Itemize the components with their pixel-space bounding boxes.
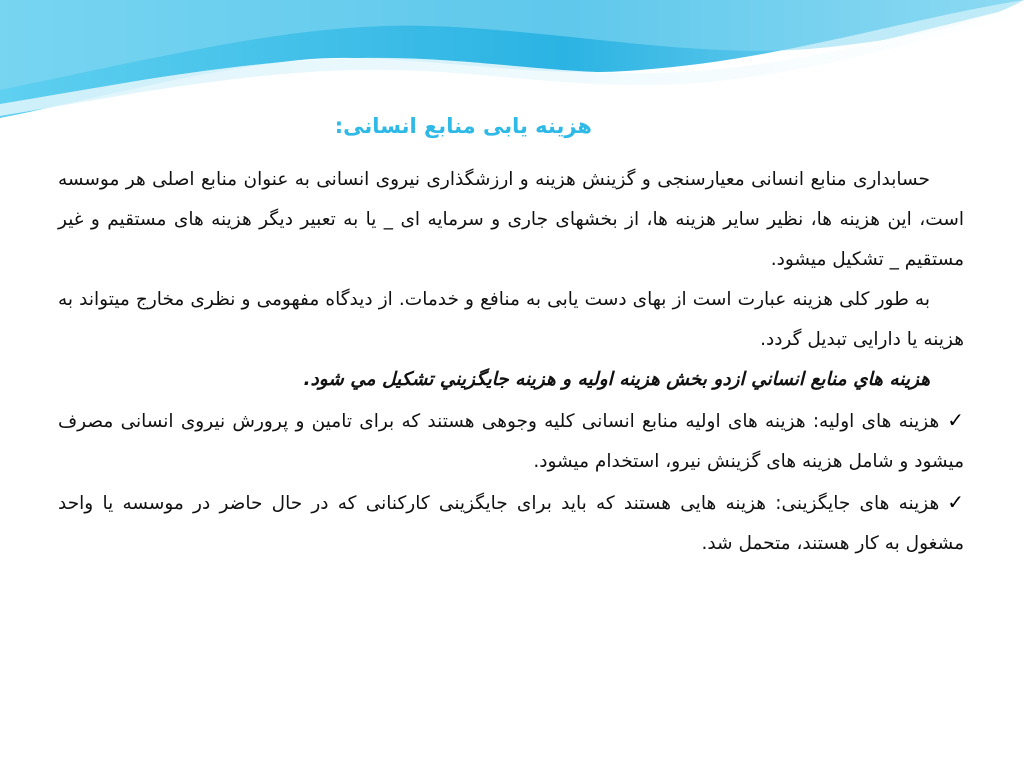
- checkmark-icon: ✓: [947, 490, 964, 514]
- checkmark-icon: ✓: [947, 408, 964, 432]
- header-wave-decoration: [0, 0, 1024, 130]
- slide-body: [58, 160, 964, 564]
- slide-title: هزینه یابی منابع انسانی:: [334, 114, 592, 138]
- bullet-item-initial-costs: [58, 400, 964, 482]
- paragraph-definition: به طور کلی هزینه عبارت است از بهای دست یابی به منافع و خدمات. از دیدگاه مفهومی و نظری مخارج میتواند به هزینه یا دارایی تبدیل گردد.: [58, 289, 964, 350]
- emphasis-statement: هزينه هاي منابع انساني ازدو بخش هزينه اوليه و هزينه جايگزيني تشكيل مي شود.: [303, 369, 930, 390]
- bullet-text: هزینه های اولیه: هزینه های اولیه منابع انسانی کلیه وجوهی هستند که برای تامین و پرورش نیروی انسانی مصرف میشود و شامل هزینه های گزینش نیرو، استخدام میشود.: [58, 411, 964, 472]
- bullet-item-replacement-costs: [58, 482, 964, 564]
- paragraph-intro: حسابداری منابع انسانی معیارسنجی و گزینش هزینه و ارزشگذاری نیروی انسانی به عنوان منابع اصلی هر موسسه است، این هزینه ها، نظیر سایر هزینه ها، از بخشهای جاری و سرمایه ای _ یا به تعبیر دیگر هزینه های مستقیم و غیر مستقیم _ تشکیل میشود.: [58, 169, 964, 270]
- bullet-text: هزینه های جایگزینی: هزینه هایی هستند که باید برای جایگزینی کارکنانی که در حال حاضر در موسسه یا واحد مشغول به کار هستند، متحمل شد.: [58, 493, 964, 554]
